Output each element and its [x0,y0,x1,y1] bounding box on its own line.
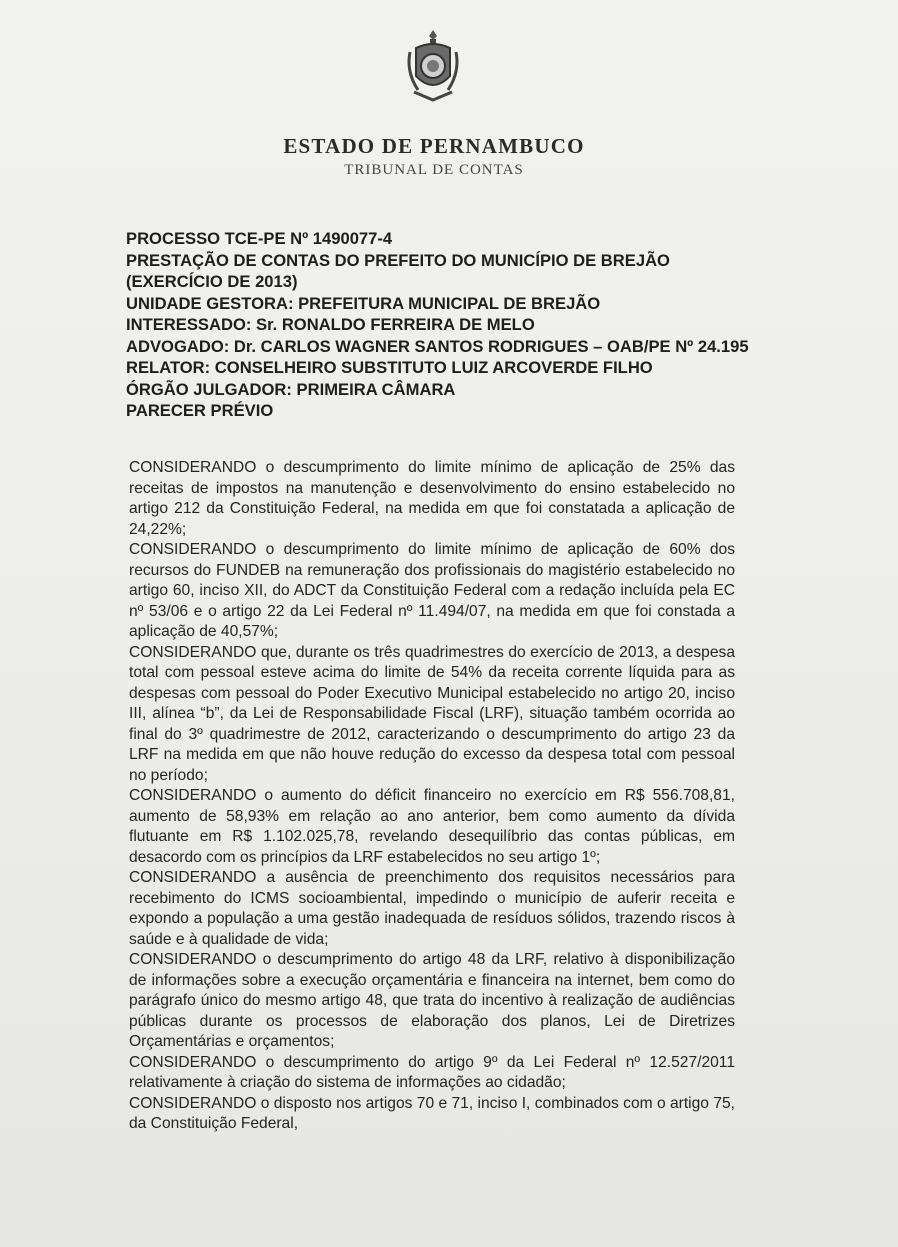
consideration-paragraph: CONSIDERANDO o disposto nos artigos 70 e 71, inciso I, combinados com o artigo 75, da Constituição Federal, [129,1094,735,1132]
consideration-paragraph: CONSIDERANDO o aumento do déficit financeiro no exercício em R$ 556.708,81, aumento de 58,93% em relação ao ano anterior, bem como aumento da dívida flutuante em R$ 1.102.025,78, revelando desequilíbrio das contas públicas, em desacordo com os princípios da LRF estabelecidos no seu artigo 1º; [129,787,735,866]
process-number: PROCESSO TCE-PE Nº 1490077-4 [126,229,393,248]
consideration-paragraph: CONSIDERANDO que, durante os três quadrimestres do exercício de 2013, a despesa total com pessoal esteve acima do limite de 54% da receita corrente líquida para as despesas com pessoal do Poder Executivo Municipal estabelecido no artigo 20, inciso III, alínea “b”, da Lei de Responsabilidade Fiscal (LRF), situação também ocorrida ao final do 3º quadrimestre de 2012, caracterizando o descumprimento do artigo 23 da LRF na medida em que não houve redução do excesso da despesa total com pessoal no período; [129,643,735,784]
consideration-paragraph: CONSIDERANDO a ausência de preenchimento dos requisitos necessários para recebimento do ICMS socioambiental, impedindo o município de auferir receita e expondo a população a uma gestão inadequada de resíduos sólidos, trazendo riscos à saúde e à qualidade de vida; [129,869,735,948]
considerations-body [129,458,735,1135]
lawyer: ADVOGADO: Dr. CARLOS WAGNER SANTOS RODRIGUES – OAB/PE Nº 24.195 [126,336,749,356]
process-info-block [126,228,766,422]
consideration-paragraph: CONSIDERANDO o descumprimento do artigo 48 da LRF, relativo à disponibilização de informações sobre a execução orçamentária e financeira na internet, bem como do parágrafo único do mesmo artigo 48, que trata do incentivo à realização de audiências públicas durante os processos de elaboração dos planos, Lei de Diretrizes Orçamentárias e orçamentos; [129,951,735,1050]
court-subtitle: TRIBUNAL DE CONTAS [344,162,524,178]
state-title: ESTADO DE PERNAMBUCO [283,134,585,158]
state-coat-of-arms-icon [404,28,462,104]
consideration-paragraph: CONSIDERANDO o descumprimento do limite mínimo de aplicação de 25% das receitas de impostos na manutenção e desenvolvimento do ensino estabelecido no artigo 212 da Constituição Federal, na medida em que foi constatada a aplicação de 24,22%; [129,459,735,538]
opinion-heading: PARECER PRÉVIO [126,401,274,420]
consideration-paragraph: CONSIDERANDO o descumprimento do limite mínimo de aplicação de 60% dos recursos do FUNDEB na remuneração dos profissionais do magistério estabelecido no artigo 60, inciso XII, do ADCT da Constituição Federal com a redação incluída pela EC nº 53/06 e o artigo 22 da Lei Federal nº 11.494/07, na medida em que foi constada a aplicação de 40,57%; [129,541,735,640]
judging-body: ÓRGÃO JULGADOR: PRIMEIRA CÂMARA [126,379,456,399]
interested-party: INTERESSADO: Sr. RONALDO FERREIRA DE MELO [126,315,535,334]
accounts-title: PRESTAÇÃO DE CONTAS DO PREFEITO DO MUNICÍPIO DE BREJÃO (EXERCÍCIO DE 2013) [126,250,670,291]
rapporteur: RELATOR: CONSELHEIRO SUBSTITUTO LUIZ ARCOVERDE FILHO [126,358,653,377]
managing-unit: UNIDADE GESTORA: PREFEITURA MUNICIPAL DE BREJÃO [126,293,601,313]
consideration-paragraph: CONSIDERANDO o descumprimento do artigo 9º da Lei Federal nº 12.527/2011 relativamente à criação do sistema de informações ao cidadão; [129,1053,735,1091]
